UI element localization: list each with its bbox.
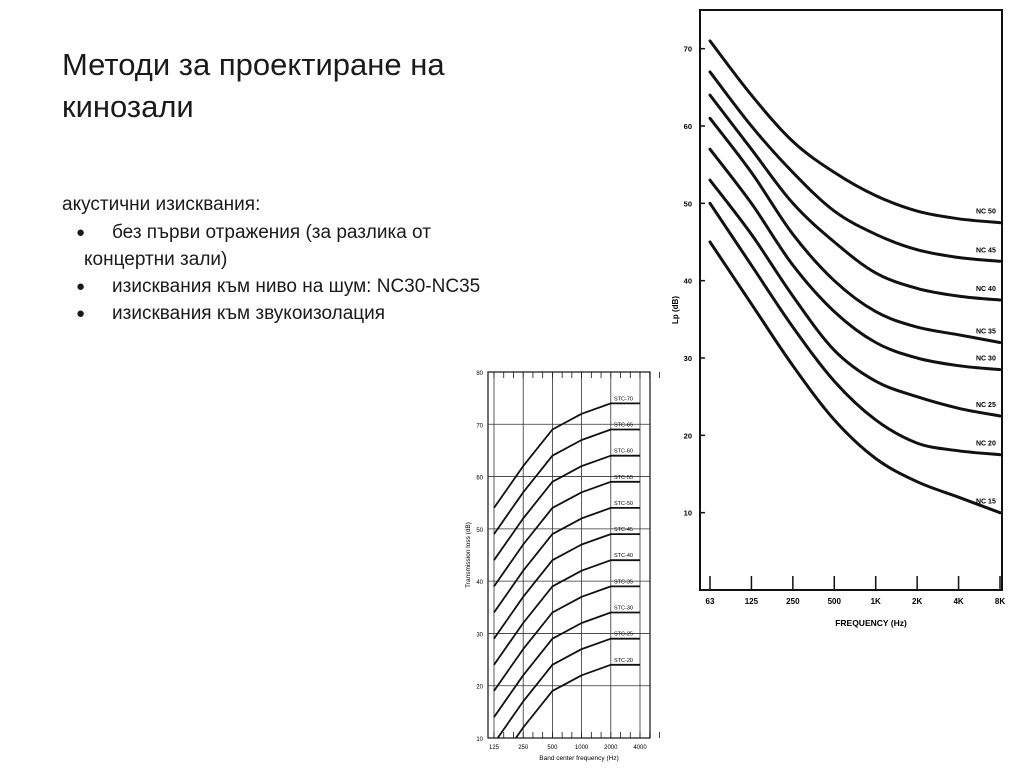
y-tick-label: 60 xyxy=(683,122,692,131)
y-tick-label: 10 xyxy=(476,737,483,743)
series-label: STC-40 xyxy=(614,553,633,560)
series-line xyxy=(516,665,640,738)
y-tick-label: 70 xyxy=(476,423,483,430)
list-item xyxy=(62,273,582,300)
y-axis-label: Lp (dB) xyxy=(671,296,680,324)
series-label: STC-70 xyxy=(614,396,633,403)
bullet-text: без първи отражения (за разлика от xyxy=(112,222,431,243)
nc-curves-chart xyxy=(664,0,1024,640)
y-tick-label: 30 xyxy=(683,354,692,363)
y-tick-label: 50 xyxy=(476,527,483,534)
intro-text: акустични изисквания: xyxy=(62,194,261,215)
x-axis-label: FREQUENCY (Hz) xyxy=(835,618,907,628)
x-axis-label: Band center frequency (Hz) xyxy=(539,755,619,762)
list-item xyxy=(62,300,582,327)
bullet-text-continued: концертни зали) xyxy=(84,249,228,270)
series-label: STC-50 xyxy=(614,500,633,507)
y-tick-label: 70 xyxy=(683,44,692,54)
series-label: NC 30 xyxy=(976,355,996,363)
x-tick-label: 1000 xyxy=(574,745,589,751)
x-tick-label: 125 xyxy=(488,745,500,751)
series-label: NC 15 xyxy=(976,498,996,506)
x-tick-label: 250 xyxy=(518,745,529,751)
x-tick-label: 125 xyxy=(744,597,759,606)
bullet-icon: ● xyxy=(76,224,86,241)
x-tick-label: 63 xyxy=(705,597,715,606)
x-tick-label: 4000 xyxy=(633,745,647,751)
series-line xyxy=(710,41,1000,223)
x-tick-label: 500 xyxy=(827,597,841,606)
y-tick-label: 60 xyxy=(476,475,483,482)
x-tick-label: 2000 xyxy=(604,745,618,751)
slide-title: Методи за проектиране на кинозали xyxy=(62,47,445,124)
y-tick-label: 20 xyxy=(476,684,483,691)
x-tick-label: 1K xyxy=(870,597,881,606)
series-label: STC-45 xyxy=(614,527,633,534)
series-label: STC-30 xyxy=(614,605,633,612)
y-tick-label: 80 xyxy=(476,371,483,377)
stc-curves-chart xyxy=(458,362,668,768)
y-tick-label: 10 xyxy=(683,508,692,518)
series-label: NC 40 xyxy=(976,286,996,293)
bullet-text: изисквания към ниво на шум: NC30-NC35 xyxy=(112,276,481,297)
bullet-icon: ● xyxy=(76,278,86,295)
bullet-icon: ● xyxy=(76,305,86,322)
x-tick-label: 4K xyxy=(953,597,964,606)
series-label: STC-65 xyxy=(614,422,633,429)
x-tick-label: 500 xyxy=(547,745,558,751)
y-tick-label: 40 xyxy=(683,276,692,286)
bullet-text: изисквания към звукоизолация xyxy=(112,303,386,324)
series-line xyxy=(710,242,1000,513)
series-label: STC-55 xyxy=(614,474,633,481)
y-tick-label: 40 xyxy=(476,580,483,587)
series-label: STC-20 xyxy=(614,657,633,664)
plot-frame xyxy=(700,10,1002,590)
x-tick-label: 2K xyxy=(912,597,923,606)
series-label: NC 45 xyxy=(976,247,996,255)
y-tick-label: 20 xyxy=(683,431,692,441)
series-label: STC-25 xyxy=(614,631,633,638)
list-item xyxy=(62,219,582,273)
x-tick-label: 8K xyxy=(994,597,1006,606)
y-tick-label: 50 xyxy=(683,199,692,209)
x-tick-label: 250 xyxy=(786,597,800,606)
series-label: NC 25 xyxy=(976,402,996,409)
series-label: NC 20 xyxy=(976,440,996,448)
series-label: NC 50 xyxy=(976,208,996,216)
series-label: STC-60 xyxy=(614,448,633,455)
requirements-list xyxy=(62,219,582,327)
y-axis-label: Transmission loss (dB) xyxy=(465,522,472,588)
series-label: STC-35 xyxy=(614,579,633,586)
y-tick-label: 30 xyxy=(476,632,483,639)
series-label: NC 35 xyxy=(976,328,996,336)
series-line xyxy=(710,72,1000,261)
